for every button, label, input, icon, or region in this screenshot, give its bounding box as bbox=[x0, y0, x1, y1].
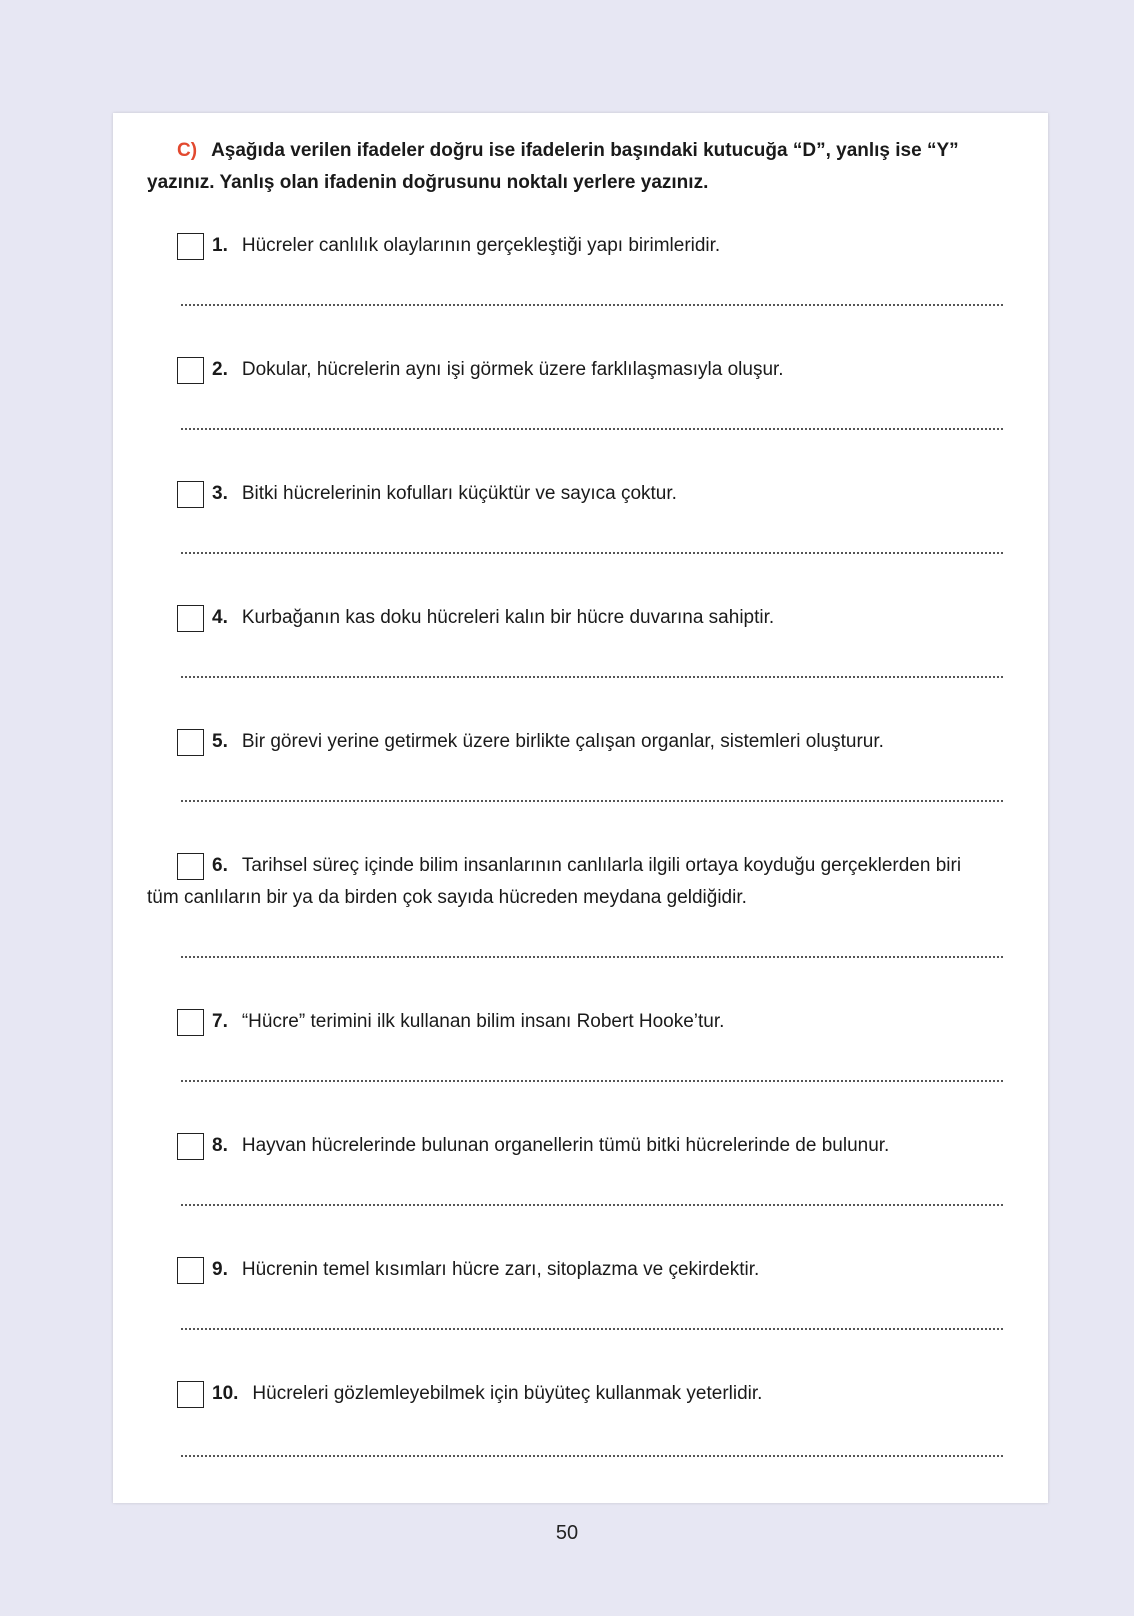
statement-5 bbox=[147, 726, 1017, 758]
answer-line-9[interactable] bbox=[181, 1328, 1003, 1330]
answer-line-4[interactable] bbox=[181, 676, 1003, 678]
answer-box-7[interactable] bbox=[177, 1009, 204, 1036]
statement-6 bbox=[147, 850, 1017, 914]
statement-10 bbox=[147, 1378, 1017, 1410]
answer-box-6[interactable] bbox=[177, 853, 204, 880]
answer-box-3[interactable] bbox=[177, 481, 204, 508]
page-number: 50 bbox=[555, 1522, 579, 1544]
statement-text: Tarihsel süreç içinde bilim insanlarının canlılarla ilgili ortaya koyduğu gerçeklerden biri bbox=[241, 855, 962, 876]
statement-text: Hücrenin temel kısımları hücre zarı, sitoplazma ve çekirdektir. bbox=[241, 1259, 760, 1280]
answer-box-1[interactable] bbox=[177, 233, 204, 260]
instruction-line-1 bbox=[147, 135, 1017, 167]
worksheet-page bbox=[113, 113, 1048, 1503]
statement-number: 5. bbox=[212, 731, 228, 752]
answer-line-2[interactable] bbox=[181, 428, 1003, 430]
statement-1 bbox=[147, 230, 1017, 262]
statement-number: 3. bbox=[212, 483, 228, 504]
statement-text: Hücreler canlılık olaylarının gerçekleştiği yapı birimleridir. bbox=[241, 235, 721, 256]
statement-number: 4. bbox=[212, 607, 228, 628]
statement-text: “Hücre” terimini ilk kullanan bilim insanı Robert Hooke’tur. bbox=[241, 1011, 725, 1032]
answer-box-10[interactable] bbox=[177, 1381, 204, 1408]
answer-line-6[interactable] bbox=[181, 956, 1003, 958]
answer-line-3[interactable] bbox=[181, 552, 1003, 554]
answer-line-7[interactable] bbox=[181, 1080, 1003, 1082]
answer-box-9[interactable] bbox=[177, 1257, 204, 1284]
answer-line-1[interactable] bbox=[181, 304, 1003, 306]
instruction-text-1: Aşağıda verilen ifadeler doğru ise ifadelerin başındaki kutucuğa “D”, yanlış ise “Y” bbox=[211, 140, 959, 161]
statement-3 bbox=[147, 478, 1017, 510]
statement-number: 2. bbox=[212, 359, 228, 380]
statement-text: Hücreleri gözlemleyebilmek için büyüteç kullanmak yeterlidir. bbox=[252, 1383, 763, 1404]
statement-text-continued: tüm canlıların bir ya da birden çok sayıda hücreden meydana geldiğidir. bbox=[147, 887, 747, 908]
statement-9 bbox=[147, 1254, 1017, 1286]
statement-text: Bir görevi yerine getirmek üzere birlikte çalışan organlar, sistemleri oluşturur. bbox=[241, 731, 884, 752]
statement-number: 1. bbox=[212, 235, 228, 256]
statement-number: 10. bbox=[212, 1383, 239, 1404]
instruction-text-2: yazınız. Yanlış olan ifadenin doğrusunu noktalı yerlere yazınız. bbox=[147, 172, 709, 193]
statement-2 bbox=[147, 354, 1017, 386]
statement-7 bbox=[147, 1006, 1017, 1038]
statement-text: Bitki hücrelerinin kofulları küçüktür ve sayıca çoktur. bbox=[241, 483, 677, 504]
answer-line-5[interactable] bbox=[181, 800, 1003, 802]
answer-box-5[interactable] bbox=[177, 729, 204, 756]
answer-box-8[interactable] bbox=[177, 1133, 204, 1160]
statement-number: 7. bbox=[212, 1011, 228, 1032]
statement-number: 6. bbox=[212, 855, 228, 876]
statement-text: Dokular, hücrelerin aynı işi görmek üzere farklılaşmasıyla oluşur. bbox=[241, 359, 784, 380]
answer-box-2[interactable] bbox=[177, 357, 204, 384]
statement-number: 9. bbox=[212, 1259, 228, 1280]
answer-line-8[interactable] bbox=[181, 1204, 1003, 1206]
statement-4 bbox=[147, 602, 1017, 634]
section-label: C) bbox=[177, 140, 198, 161]
statement-text: Hayvan hücrelerinde bulunan organellerin tümü bitki hücrelerinde de bulunur. bbox=[241, 1135, 890, 1156]
answer-box-4[interactable] bbox=[177, 605, 204, 632]
instruction bbox=[147, 135, 1017, 199]
statement-8 bbox=[147, 1130, 1017, 1162]
statement-text: Kurbağanın kas doku hücreleri kalın bir hücre duvarına sahiptir. bbox=[241, 607, 775, 628]
answer-line-10[interactable] bbox=[181, 1455, 1003, 1457]
statement-number: 8. bbox=[212, 1135, 228, 1156]
